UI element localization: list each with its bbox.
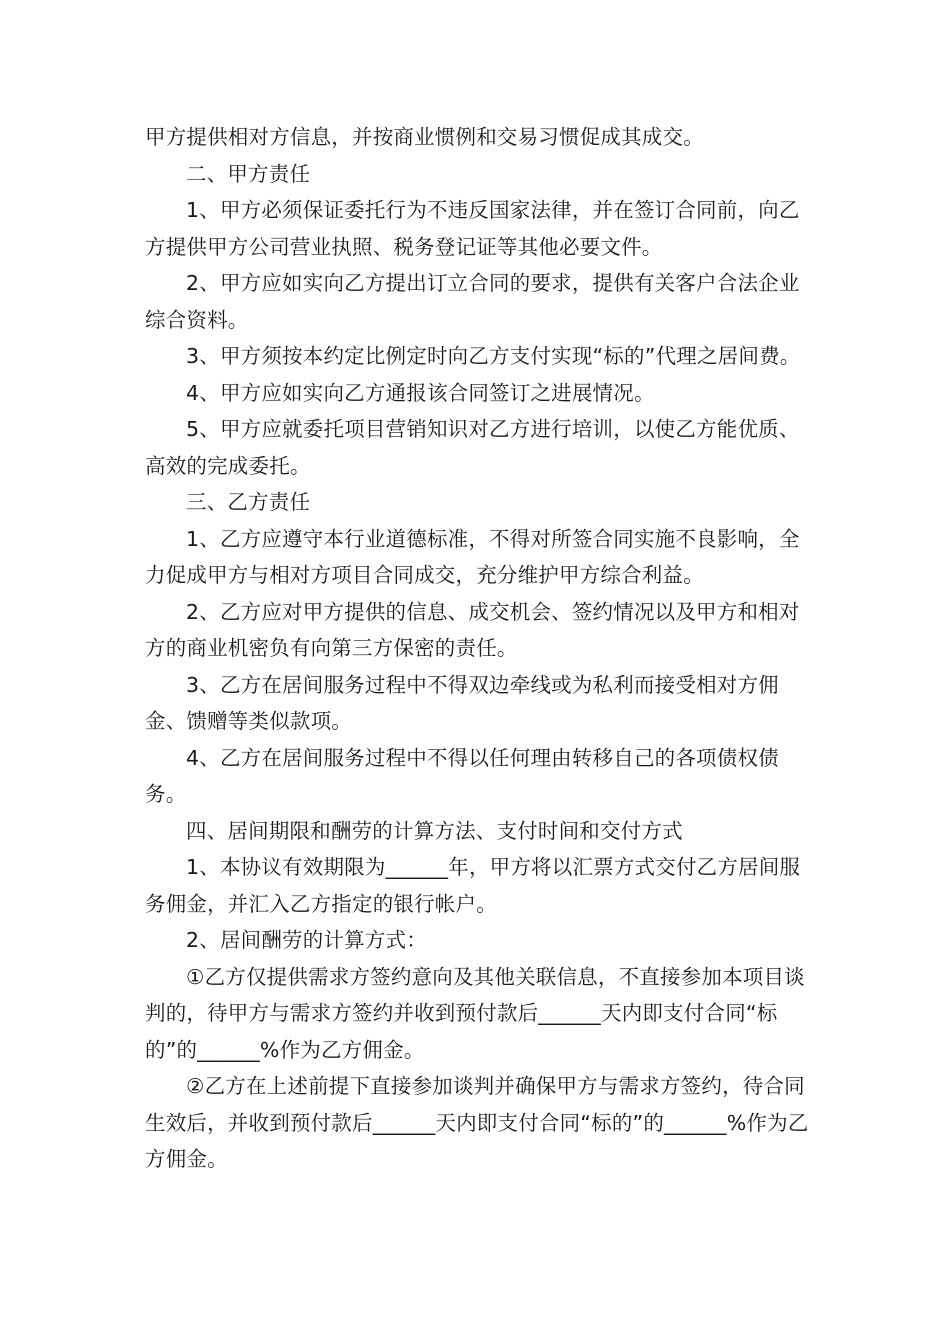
section-heading-term-and-fees: 四、居间期限和酬劳的计算方法、支付时间和交付方式	[186, 818, 683, 843]
clause-a2: 2、甲方应如实向乙方提出订立合同的要求，提供有关客户合法企业综合资料。	[145, 271, 800, 332]
section-heading-party-b-duties: 三、乙方责任	[186, 490, 311, 514]
clause-b4: 4、乙方在居间服务过程中不得以任何理由转移自己的各项债权债务。	[145, 745, 779, 806]
document-body	[145, 119, 810, 1178]
clause-a5: 5、甲方应就委托项目营销知识对乙方进行培训，以使乙方能优质、高效的完成委托。	[145, 417, 800, 478]
clause-a3: 3、甲方须按本约定比例定时向乙方支付实现“标的”代理之居间费。	[186, 344, 801, 368]
clause-b2: 2、乙方应对甲方提供的信息、成交机会、签约情况以及甲方和相对方的商业机密负有向第三方保密的责任。	[145, 599, 800, 660]
clause-b1: 1、乙方应遵守本行业道德标准，不得对所签合同实施不良影响，全力促成甲方与相对方项目合同成交，充分维护甲方综合利益。	[145, 526, 800, 587]
clause-a1: 1、甲方必须保证委托行为不违反国家法律，并在签订合同前，向乙方提供甲方公司营业执照、税务登记证等其他必要文件。	[145, 198, 800, 259]
clause-fee-option-1: ①乙方仅提供需求方签约意向及其他关联信息，不直接参加本项目谈判的，待甲方与需求方签约并收到预付款后______天内即支付合同“标的”的______%作为乙方佣金。	[145, 964, 805, 1062]
clause-fee-option-2: ②乙方在上述前提下直接参加谈判并确保甲方与需求方签约，待合同生效后，并收到预付款后______天内即支付合同“标的”的______%作为乙方佣金。	[145, 1074, 809, 1171]
section-heading-party-a-duties: 二、甲方责任	[186, 161, 311, 186]
clause-term-1: 1、本协议有效期限为______年，甲方将以汇票方式交付乙方居间服务佣金，并汇入乙方指定的银行帐户。	[145, 855, 801, 916]
clause-term-2: 2、居间酬劳的计算方式：	[186, 928, 427, 952]
clause-a4: 4、甲方应如实向乙方通报该合同签订之进展情况。	[186, 380, 655, 405]
clause-b3: 3、乙方在居间服务过程中不得双边牵线或为私利而接受相对方佣金、馈赠等类似款项。	[145, 672, 779, 733]
paragraph-intro-continuation: 甲方提供相对方信息，并按商业惯例和交易习惯促成其成交。	[145, 125, 704, 149]
